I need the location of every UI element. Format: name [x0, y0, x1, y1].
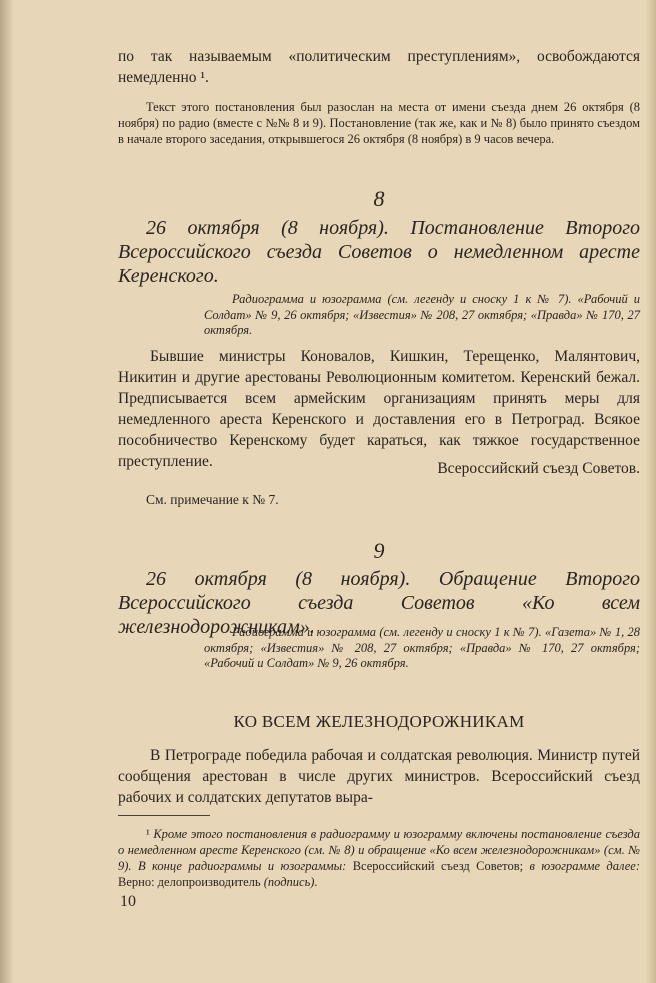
page-number: 10: [120, 893, 136, 910]
footnote-marker: ¹: [146, 827, 150, 841]
footnote-text-roman-1: Всероссийский съезд Советов;: [352, 859, 524, 873]
footnote-text-italic-3: (подпись).: [263, 875, 318, 889]
footnote-divider: [118, 815, 210, 816]
document-8-note: См. примечание к № 7.: [146, 492, 279, 507]
document-9-sources: Радиограмма и юзограмма (см. легенду и сноску 1 к № 7). «Газета» № 1, 28 октября; «Известия» № 208, 27 октября; «Правда» № 170, 27 октября; «Рабочий и Солдат» № 9, 26 октября.: [204, 625, 640, 670]
footnote-1: [118, 826, 640, 890]
document-8-heading: 26 октября (8 ноября). Постановление Второго Всероссийского съезда Советов о немедленном аресте Керенского.: [118, 217, 640, 287]
document-9-heading: 26 октября (8 ноября). Обращение Второго Всероссийского съезда Советов «Ко всем железнодорожникам».: [118, 568, 640, 638]
document-number-8: 8: [373, 186, 385, 211]
page-edge-shadow: [646, 0, 656, 983]
document-number-9: 9: [373, 538, 385, 563]
footnote-text-italic-1: Кроме этого постановления в радиограмму и юзограмму включены постановление съезда о немедленном аресте Керенского (см. № 8) и обращение «Ко всем железнодорожникам» (см. № 9). В конце радиограммы и юзограммы:: [118, 827, 640, 873]
appeal-title: КО ВСЕМ ЖЕЛЕЗНОДОРОЖНИКАМ: [233, 712, 525, 731]
footnote-text-roman-2: Верно: делопроизводитель: [118, 875, 261, 889]
document-8-body: Бывшие министры Коновалов, Кишкин, Терещенко, Малянтович, Никитин и другие арестованы Революционным комитетом. Керенский бежал. Предписывается всем армейским организациям принять меры для немедленного ареста Керенского и доставления его в Петроград. Всякое пособничество Керенскому будет караться, как тяжкое государственное преступление.: [118, 348, 640, 470]
page-spine-shadow: [0, 0, 14, 983]
appeal-body: В Петрограде победила рабочая и солдатская революция. Министр путей сообщения арестован в числе других министров. Всероссийский съезд рабочих и солдатских депутатов выра-: [118, 747, 640, 806]
editorial-note-7: Текст этого постановления был разослан на места от имени съезда днем 26 октября (8 ноября) по радио (вместе с №№ 8 и 9). Постановление (так же, как и № 8) было принято съездом в начале второго заседания, открывшегося 26 октября (8 ноября) в 9 часов вечера.: [118, 100, 640, 146]
top-paragraph: по так называемым «политическим преступлениям», освобождаются немедленно ¹.: [118, 48, 640, 86]
footnote-text-italic-2: в юзограмме далее:: [529, 859, 641, 873]
document-8-signature: Всероссийский съезд Советов.: [437, 460, 640, 477]
document-8-sources: Радиограмма и юзограмма (см. легенду и сноску 1 к № 7). «Рабочий и Солдат» № 9, 26 октября; «Известия» № 208, 27 октября; «Правда» № 170, 27 октября.: [204, 292, 640, 337]
